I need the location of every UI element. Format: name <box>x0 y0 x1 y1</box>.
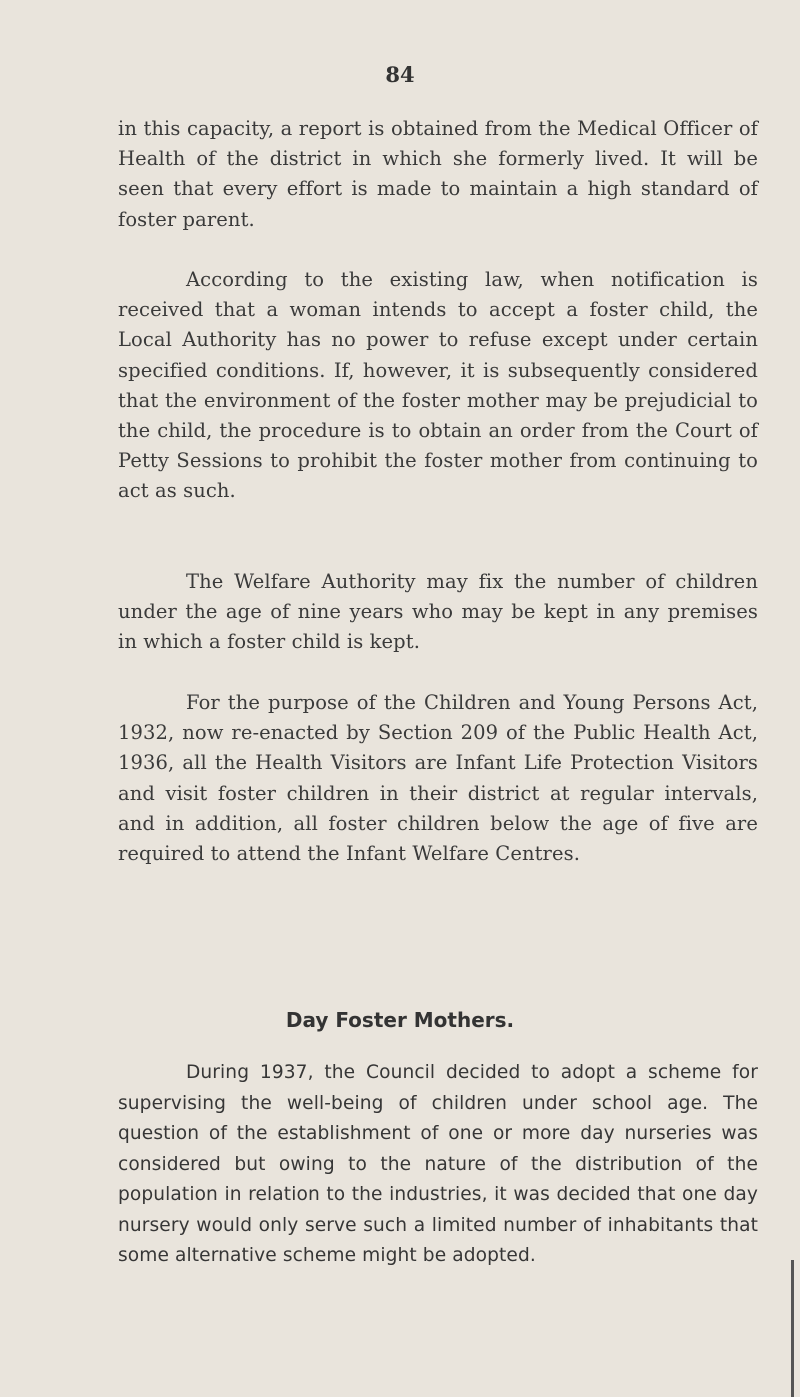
paragraph-welfare-authority: The Welfare Authority may fix the number of children under the age of nine years who may be kept in any premises in which a foster child is kept. <box>118 570 758 654</box>
paragraph-children-act: For the purpose of the Children and Young Persons Act, 1932, now re-enacted by Section 209 of the Public Health Act, 1936, all the Health Visitors are Infant Life Protection Visitors and visit foster children in their district at regular intervals, and in addition, all foster children below the age of five are required to attend the Infant Welfare Centres. <box>118 691 758 866</box>
paragraph-day-foster-mothers: During 1937, the Council decided to adopt a scheme for supervising the well-being of children under school age. The question of the establishment of one or more day nurseries was considered but owing to the nature of the distribution of the population in relation to the industries, it was decided that one day nursery would only serve such a limited number of inhabitants that some alternative scheme might be adopted. <box>118 1062 758 1266</box>
section-heading: Day Foster Mothers. <box>285 1008 515 1032</box>
paragraph-existing-law: According to the existing law, when notification is received that a woman intends to accept a foster child, the Local Authority has no power to refuse except under certain specified conditions. If, however, it is subsequently considered that the environment of the foster mother may be prejudicial to the child, the procedure is to obtain an order from the Court of Petty Sessions to prohibit the foster mother from continuing to act as such. <box>118 268 758 503</box>
page-number: 84 <box>385 62 415 87</box>
page-edge-mark <box>791 1260 794 1397</box>
paragraph-foster-report: in this capacity, a report is obtained from the Medical Officer of Health of the district in which she formerly lived. It will be seen that every effort is made to maintain a high standard of foster parent. <box>118 117 758 231</box>
